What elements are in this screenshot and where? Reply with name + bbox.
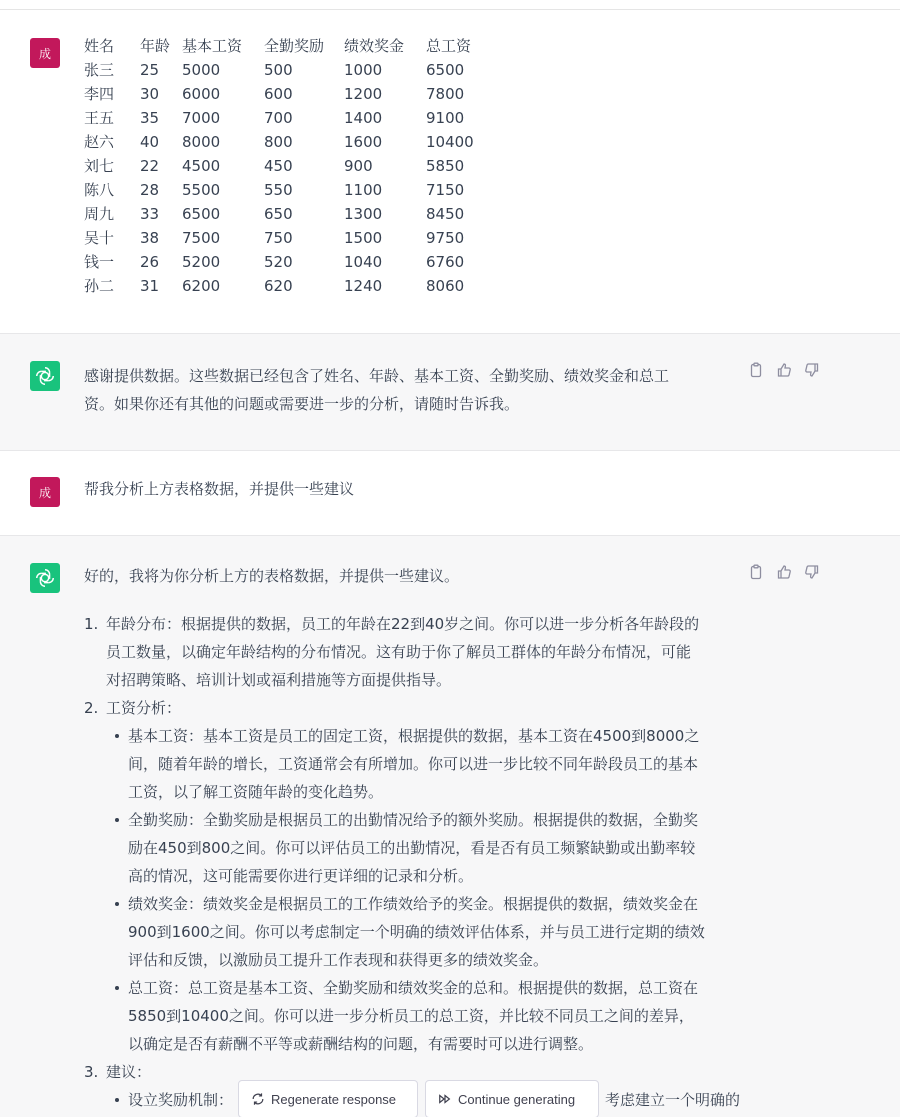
header-base: 基本工资	[182, 37, 243, 55]
cell-name: 王五	[84, 109, 115, 127]
text-line: 绩效奖金：绩效奖金是根据员工的工作绩效给予的奖金。根据提供的数据，绩效奖金在	[128, 895, 699, 913]
cell-base: 4500	[182, 157, 221, 175]
cell-base: 5500	[182, 181, 221, 199]
cell-performance: 1500	[344, 229, 383, 247]
cell-performance: 1400	[344, 109, 383, 127]
cell-name: 张三	[84, 61, 115, 79]
bottom-action-bar	[0, 1080, 900, 1117]
cell-age: 38	[140, 229, 160, 247]
cell-age: 31	[140, 277, 160, 295]
cell-base: 6500	[182, 205, 221, 223]
header-name: 姓名	[84, 37, 115, 55]
cell-attendance: 600	[264, 85, 293, 103]
table-header-row	[84, 34, 474, 58]
list-number: 3.	[84, 1063, 99, 1081]
cell-name: 赵六	[84, 133, 115, 151]
user-avatar	[30, 38, 60, 68]
salary-table	[84, 34, 474, 298]
cell-base: 8000	[182, 133, 221, 151]
list-item-title: 建议：	[106, 1063, 152, 1081]
cell-attendance: 750	[264, 229, 293, 247]
bullet	[115, 986, 119, 990]
cell-attendance: 650	[264, 205, 293, 223]
cell-name: 孙二	[84, 277, 115, 295]
header-age: 年龄	[140, 37, 171, 55]
cell-total: 6500	[426, 61, 465, 79]
user-message-table	[0, 10, 900, 334]
table-row	[84, 202, 474, 226]
cell-age: 33	[140, 205, 160, 223]
table-row	[84, 154, 474, 178]
header-total: 总工资	[426, 37, 472, 55]
table-row	[84, 274, 474, 298]
sublist-item-total	[106, 974, 740, 1058]
bullet	[115, 818, 119, 822]
user-avatar-initial: 成	[38, 485, 51, 500]
list-item-salary	[84, 694, 740, 1058]
text-line: 总工资：总工资是基本工资、全勤奖励和绩效奖金的总和。根据提供的数据，总工资在	[128, 979, 699, 997]
cell-total: 6760	[426, 253, 465, 271]
cell-total: 8060	[426, 277, 465, 295]
text-line: 5850到10400之间。你可以进一步分析员工的总工资，并比较不同员工之间的差异，	[128, 1007, 694, 1025]
cell-total: 8450	[426, 205, 465, 223]
text-line: 全勤奖励：全勤奖励是根据员工的出勤情况给予的额外奖励。根据提供的数据，全勤奖	[128, 811, 699, 829]
thumbs-down-icon[interactable]	[804, 362, 822, 380]
cell-attendance: 700	[264, 109, 293, 127]
thumbs-up-icon[interactable]	[776, 362, 794, 380]
salary-sublist	[106, 722, 740, 1058]
list-number: 2.	[84, 699, 99, 717]
cell-total: 9100	[426, 109, 465, 127]
cell-performance: 1300	[344, 205, 383, 223]
table-row	[84, 58, 474, 82]
sublist-item-base	[106, 722, 740, 806]
suggestion-start: 设立奖励机制：	[128, 1091, 234, 1109]
assistant-text-2	[84, 562, 740, 1114]
suggestion-end: 考虑建立一个明确的	[604, 1091, 740, 1109]
cell-age: 40	[140, 133, 160, 151]
refresh-icon	[251, 1092, 265, 1106]
cell-total: 7800	[426, 85, 465, 103]
table-row	[84, 250, 474, 274]
cell-name: 周九	[84, 205, 115, 223]
cell-total: 9750	[426, 229, 465, 247]
sublist-item-attendance	[106, 806, 740, 890]
bullet	[115, 902, 119, 906]
message-actions-2	[748, 564, 822, 582]
user-avatar-initial: 成	[38, 46, 51, 61]
cell-name: 陈八	[84, 181, 115, 199]
bullet	[115, 734, 119, 738]
text-line: 以确定是否有薪酬不平等或薪酬结构的问题，有需要时可以进行调整。	[128, 1035, 594, 1053]
text-line: 年龄分布：根据提供的数据，员工的年龄在22到40岁之间。你可以进一步分析各年龄段的	[106, 615, 700, 633]
copy-icon[interactable]	[748, 564, 766, 582]
table-content	[84, 34, 740, 298]
user-message-2	[0, 451, 900, 536]
cell-performance: 1240	[344, 277, 383, 295]
list-number: 1.	[84, 615, 99, 633]
list-item-title: 工资分析：	[106, 699, 182, 717]
text-line: 高的情况，这可能需要你进行更详细的记录和分析。	[128, 867, 474, 885]
cell-age: 30	[140, 85, 160, 103]
cell-total: 5850	[426, 157, 465, 175]
cell-name: 李四	[84, 85, 115, 103]
cell-total: 7150	[426, 181, 465, 199]
cell-performance: 1000	[344, 61, 383, 79]
cell-age: 26	[140, 253, 160, 271]
reply1-line1: 感谢提供数据。这些数据已经包含了姓名、年龄、基本工资、全勤奖励、绩效奖金和总工	[84, 367, 670, 385]
text-line: 工资，以了解工资随年龄的变化趋势。	[128, 783, 384, 801]
user-avatar	[30, 477, 60, 507]
reply1-line2: 资。如果你还有其他的问题或需要进一步的分析，请随时告诉我。	[84, 395, 520, 413]
text-line: 间，随着年龄的增长，工资通常会有所增加。你可以进一步比较不同年龄段员工的基本	[128, 755, 699, 773]
cell-name: 刘七	[84, 157, 115, 175]
header-attendance: 全勤奖励	[264, 37, 325, 55]
cell-performance: 1040	[344, 253, 383, 271]
fast-forward-icon	[438, 1092, 452, 1106]
assistant-message-2	[0, 536, 900, 1117]
cell-age: 25	[140, 61, 160, 79]
thumbs-down-icon[interactable]	[804, 564, 822, 582]
cell-base: 5200	[182, 253, 221, 271]
message-actions-1	[748, 362, 822, 380]
table-row	[84, 106, 474, 130]
analysis-list	[84, 610, 740, 1114]
text-line: 评估和反馈，以激励员工提升工作表现和获得更多的绩效奖金。	[128, 951, 549, 969]
cell-age: 28	[140, 181, 160, 199]
sublist-item-performance	[106, 890, 740, 974]
cell-performance: 1100	[344, 181, 383, 199]
regenerate-label: Regenerate response	[271, 1091, 397, 1107]
text-line: 基本工资：基本工资是员工的固定工资，根据提供的数据，基本工资在4500到8000之	[128, 727, 700, 745]
text-line: 励在450到800之间。你可以评估员工的出勤情况，看是否有员工频繁缺勤或出勤率较	[128, 839, 696, 857]
text-line: 900到1600之间。你可以考虑制定一个明确的绩效评估体系，并与员工进行定期的绩效	[128, 923, 705, 941]
table-row	[84, 130, 474, 154]
text-line: 员工数量，以确定年龄结构的分布情况。这有助于你了解员工群体的年龄分布情况，可能	[106, 643, 692, 661]
cell-base: 7500	[182, 229, 221, 247]
cell-performance: 1200	[344, 85, 383, 103]
cell-total: 10400	[426, 133, 474, 151]
list-item-age	[84, 610, 740, 694]
regenerate-button[interactable]	[238, 1080, 418, 1117]
cell-age: 35	[140, 109, 160, 127]
table-row	[84, 178, 474, 202]
cell-base: 7000	[182, 109, 221, 127]
cell-base: 5000	[182, 61, 221, 79]
assistant-avatar	[30, 563, 60, 593]
cell-performance: 900	[344, 157, 373, 175]
text-line: 对招聘策略、培训计划或福利措施等方面提供指导。	[106, 671, 452, 689]
cell-age: 22	[140, 157, 160, 175]
cell-base: 6200	[182, 277, 221, 295]
cell-attendance: 620	[264, 277, 293, 295]
header-performance: 绩效奖金	[344, 37, 405, 55]
cell-attendance: 520	[264, 253, 293, 271]
table-row	[84, 82, 474, 106]
openai-logo-icon	[34, 365, 56, 387]
assistant-text-1	[84, 362, 740, 418]
assistant-avatar	[30, 361, 60, 391]
cell-base: 6000	[182, 85, 221, 103]
cell-performance: 1600	[344, 133, 383, 151]
assistant-message-1	[0, 334, 900, 451]
top-divider	[0, 0, 900, 10]
table-row	[84, 226, 474, 250]
reply2-intro: 好的，我将为你分析上方的表格数据，并提供一些建议。	[84, 567, 460, 585]
cell-name: 吴十	[84, 229, 115, 247]
thumbs-up-icon[interactable]	[776, 564, 794, 582]
cell-name: 钱一	[84, 253, 115, 271]
openai-logo-icon	[34, 567, 56, 589]
cell-attendance: 550	[264, 181, 293, 199]
user-question-text: 帮我分析上方表格数据，并提供一些建议	[84, 480, 355, 498]
cell-attendance: 800	[264, 133, 293, 151]
copy-icon[interactable]	[748, 362, 766, 380]
cell-attendance: 500	[264, 61, 293, 79]
cell-attendance: 450	[264, 157, 293, 175]
continue-label: Continue generating	[458, 1091, 576, 1107]
continue-generating-button[interactable]	[425, 1080, 599, 1117]
